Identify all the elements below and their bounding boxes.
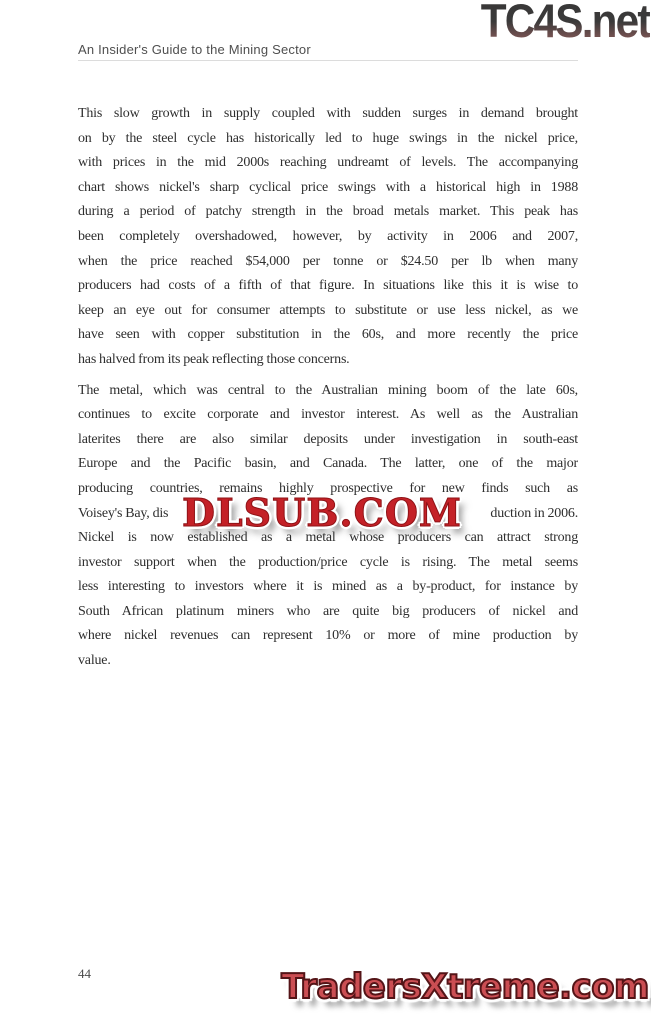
body-text-line: chart shows nickel's sharp cyclical price swings with a historical high in 1988 [78, 179, 578, 195]
bottom-watermark: TradersXtreme.com [281, 967, 649, 1007]
body-text-line: laterites there are also similar deposits under investigation in south-east [78, 431, 578, 447]
body-text-line: Nickel is now established as a metal whose producers can attract strong [78, 530, 578, 546]
body-text-line: has halved from its peak reflecting those concerns. [78, 351, 350, 367]
body-text-line: South African platinum miners who are quite big producers of nickel and [78, 603, 578, 619]
header-rule [78, 60, 578, 61]
body-text-line: continues to excite corporate and investor interest. As well as the Australian [78, 407, 578, 423]
running-head: An Insider's Guide to the Mining Sector [78, 42, 311, 57]
body-text-line: keep an eye out for consumer attempts to substitute or use less nickel, as we [78, 302, 578, 318]
body-text-line: investor support when the production/price cycle is rising. The metal seems [78, 554, 578, 570]
top-right-watermark: TC4S.net [481, 0, 650, 48]
body-text-line: when the price reached $54,000 per tonne or $24.50 per lb when many [78, 253, 578, 269]
body-text-line: on by the steel cycle has historically led to huge swings in the nickel price, [78, 130, 578, 146]
body-text-line: have seen with copper substitution in the 60s, and more recently the price [78, 327, 578, 343]
body-text-line: Europe and the Pacific basin, and Canada. The latter, one of the major [78, 456, 578, 472]
body-text-line: with prices in the mid 2000s reaching undreamt of levels. The accompanying [78, 155, 578, 171]
body-text-line: where nickel revenues can represent 10% or more of mine production by [78, 628, 578, 644]
line-fragment-left: Voisey's Bay, dis [78, 505, 169, 521]
body-text-line: less interesting to investors where it is mined as a by-product, for instance by [78, 579, 578, 595]
body-text-line: value. [78, 653, 111, 669]
body-text-line: during a period of patchy strength in the broad metals market. This peak has [78, 204, 578, 220]
center-watermark: DLSUB.COM [181, 490, 462, 535]
body-text-line: This slow growth in supply coupled with sudden surges in demand brought [78, 106, 578, 121]
body-text-line: producers had costs of a fifth of that figure. In situations like this it is wise to [78, 278, 578, 294]
body-text [78, 102, 578, 674]
body-text-line: been completely overshadowed, however, by activity in 2006 and 2007, [78, 228, 578, 244]
line-fragment-right: duction in 2006. [490, 505, 578, 521]
body-text-line: producing countries, remains highly prospective for new finds such as [78, 480, 578, 496]
page-number: 44 [78, 966, 91, 981]
paragraph [78, 102, 578, 373]
body-text-line: The metal, which was central to the Australian mining boom of the late 60s, [78, 382, 578, 398]
